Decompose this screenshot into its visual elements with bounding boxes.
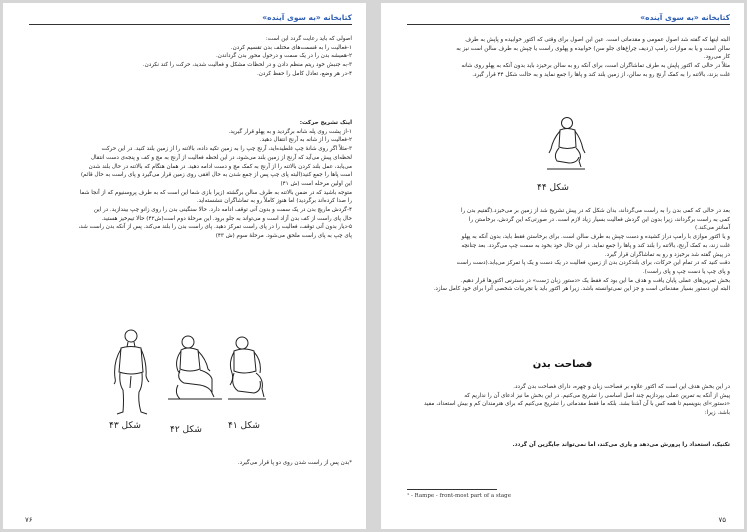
figure-44-caption: شکل ۴۴ bbox=[537, 183, 569, 193]
paragraph-line: در پیش گفته شد برخیزد و رو به تماشاگران قرار گیرد. bbox=[604, 251, 730, 258]
section-heading: اینک تشریح حرکت: bbox=[299, 120, 352, 126]
movement-line: متوجه باشید که در ضمن بالاتنه به طرف سالن برگشته (زیرا بازی شما این است که به طرف پروسنیوم که از آنجا شما bbox=[79, 189, 352, 196]
paragraph-line: غلت زند، به کمک آرنج، بالاتنه را بلند کند و پاها را جمع نماید. در این حال خود بخود به سمت چپ می‌گردد. بعد چنانچه bbox=[461, 242, 730, 249]
paragraph-line: بعد در حالی که کمی بدن را به راست می‌گرداند، بدان شکل که در پیش تشریح شد از زمین بر می‌خیزد.(گفتیم بدن را bbox=[460, 208, 730, 214]
paragraph-line: آسانتر می‌کند.) bbox=[695, 225, 730, 232]
movement-line: ۲-فعالیت را از شانه به آرنج انتقال دهید. bbox=[259, 137, 352, 144]
intro-list bbox=[29, 35, 352, 79]
paragraph-line: البته اینها که گفته شد اصول عمومی و مقدماتی است. عین این اصول برای وقتی که اکتور خوابیده و پاپش به طرف bbox=[465, 37, 730, 43]
paragraph-line: در این بخش هدف این است که اکتور علاوه بر فصاحت زبان و چهره، دارای فصاحت بدن گردد. bbox=[513, 384, 730, 390]
intro-line: ۲-همیشه بدن را در یک سمت و درحول محور بدن گرداندن. bbox=[216, 53, 352, 60]
paragraph-line: کار می‌رود. bbox=[703, 54, 730, 61]
paragraph-line: پیش از آنکه به تمرین عملی بپردازیم چند اصل اساسی را تشریح می‌کنیم. در این بخش ما نیز ادعای آن را نداریم که bbox=[464, 392, 730, 399]
right-page-header: کتابخانه «به سوی آینده» bbox=[640, 13, 730, 22]
intro-line: ۴-در هر وضع، تعادل کامل را حفظ کردن. bbox=[256, 70, 352, 77]
movement-line: ۳-مثلاً اگر روی شانهٔ چپ غلطیده‌اید، آرنج چپ را به زمین تکیه داده، بالاتنه را از زمین بلند کنید. در این حرکت bbox=[101, 146, 352, 153]
closing-line: *بدن پس از راست شدن روی دو پا قرار می‌گیرد. bbox=[237, 460, 352, 466]
paragraph-line: دقت کنید که در تمام این حرکات، برای بلندکردن بدن از زمین، فعالیت در یک دست و یک پا تمرکز می‌یابد.(دست راست bbox=[456, 260, 730, 267]
quote-line: تکنیک، استعداد را پرورش می‌دهد و یاری می‌کند، اما نمی‌تواند جایگزین آن گردد. bbox=[512, 442, 730, 448]
paragraph-line: البته این دستور بسیار مقدماتی است و جز این نمی‌توانسته باشد. زیرا هر اکتور باید با تجربیات شخصی آنرا برای خود کامل سازد. bbox=[433, 286, 730, 293]
paragraph-line: باشد. زیرا: bbox=[704, 410, 730, 417]
header-rule bbox=[407, 24, 730, 25]
paragraph-3 bbox=[407, 383, 730, 418]
movement-line: ۴-گردش ماریچ بدن در یک سمت و بدون آنی توقف ادامه دارد. حالا سنگینی بدن را روی زانو چپ بیندازید. در این bbox=[93, 207, 352, 214]
paragraph-line: سالن است و یا به موازات رامپ (ردیف چراغ‌های جلو سن) خوابیده و پهلوی راست یا چپش به طرف سالن است نیز به bbox=[456, 45, 730, 52]
movement-line: پای چپ به پای راست ملحق می‌شود. مرحلهٔ سوم (ش ۴۳) bbox=[215, 233, 352, 240]
paragraph-line: و یا اکتور موازی با رامپ دراز کشیده و دست چپش به طرف سالن است. برای برخاستن فقط باید، بدون آنکه به پهلو bbox=[461, 234, 730, 241]
movement-line: می‌یابد، عمل بلند کردن بالاتنه را از آرنج به کمک مچ و دست ادامه دهید. در همان هنگام که بالاتنه در حال بلند شدن bbox=[88, 163, 352, 170]
intro-line: اصولی که باید رعایت گردد این است: bbox=[265, 36, 352, 42]
movement-line: است پاها را جمع کنید(البته پای چپ پس از جمع شدن به حال افقی روی زمین قرار می‌گیرد و پای راست به حال قائم) bbox=[80, 172, 352, 179]
movement-line: لحظه‌ای پیش می‌آید که آرنج از زمین بلند می‌شود، در این لحظه فعالیت از آرنج به مچ و کف و پنجه‌ی دست انتقال bbox=[90, 154, 352, 161]
paragraph-line: بخش تمرین‌های عملی پایان یافت و هدف ما این بود که فقط یک «دستور زبان ژست» در دسترس اکتورها قرار دهیم. bbox=[460, 277, 730, 284]
figure-43-illustration bbox=[101, 326, 159, 418]
paragraph-line: و پای چپ یا دست چپ و پای راست). bbox=[642, 268, 730, 275]
paragraph-line: کمی به راست برگرداند، زیرا بدون این گردش فعالیت بسیار زیاد لازم است. در صورتی‌که این گردش، برخاستن را bbox=[468, 216, 730, 223]
movement-line: حال پای راست از کف بدن آزاد است و می‌تواند به جلو برود. این مرحلهٔ دوم است(ش۴۲) حالا تیم‌خیز هستید. bbox=[101, 215, 352, 222]
left-page bbox=[3, 3, 366, 529]
figure-42-illustration bbox=[166, 333, 224, 403]
movement-line: این اولین مرحله است (ش ۴۱) bbox=[280, 180, 352, 187]
footnote: ¹ - Rampe - front-most part of a stage bbox=[407, 493, 511, 499]
intro-line: ۳-به جنبش خود ریتم منظم دادن و در لحظات مشکل و فعالیت شدید، حرکت را کند نکردن. bbox=[142, 62, 352, 69]
right-page bbox=[381, 3, 744, 529]
figure-44-illustration bbox=[543, 115, 589, 173]
left-page-number: ۷۶ bbox=[25, 516, 33, 524]
movement-line: ۵-دیار بدون آنی توقف، فعالیت را در پای راست تمرکز دهید. پای راست بدن را بلند می‌کند. پس از آنکه بدن راست شد، bbox=[78, 224, 352, 231]
paragraph-2 bbox=[407, 207, 730, 294]
movement-line: را صدا کرده‌اند برگردید) اما هنوز کاملاً رو به تماشاگران ننشسته‌اید. bbox=[196, 198, 352, 205]
figure-42-caption: شکل ۴۲ bbox=[170, 425, 202, 435]
movement-line: ۱-از پشت روی پله شانه برگردید و به پهلو قرار گیرید. bbox=[228, 128, 352, 135]
paragraph-line: غلت بزند، بالاتنه را به کمک آرنج رو به سالن، از زمین بلند کند و پاها را جمع نماید و به حالت شکل ۴۴ قرار گیرد. bbox=[472, 71, 730, 78]
section-title: فصاحت بدن bbox=[532, 359, 593, 370]
left-page-header: کتابخانه «به سوی آینده» bbox=[262, 13, 352, 22]
figure-41-caption: شکل ۴۱ bbox=[228, 421, 260, 431]
right-page-number: ۷۵ bbox=[718, 516, 726, 524]
paragraph-line: مثلاً در حالی که اکتور پاپش به طرف تماشاگران است، برای آنکه رو به سالن برخیزد باید بدون آنکه به پهلو روی شانه bbox=[461, 63, 730, 70]
footnote-rule bbox=[407, 489, 497, 490]
figure-43-caption: شکل ۴۳ bbox=[109, 421, 141, 431]
intro-line: ۱-فعالیت را به قسمت‌های مختلف بدن تقسیم کردن. bbox=[230, 44, 352, 51]
paragraph-1 bbox=[407, 36, 730, 80]
movement-description bbox=[29, 119, 352, 241]
figure-41-illustration bbox=[224, 333, 268, 403]
paragraph-line: «دستور»ای بنویسیم تا همه کس با آن آشنا بشد. بلکه ما فقط مقدماتی را تشریح می‌کنیم که برای هنرمندان کم و بیش استعداد، مفید bbox=[423, 401, 730, 408]
header-rule bbox=[29, 24, 352, 25]
